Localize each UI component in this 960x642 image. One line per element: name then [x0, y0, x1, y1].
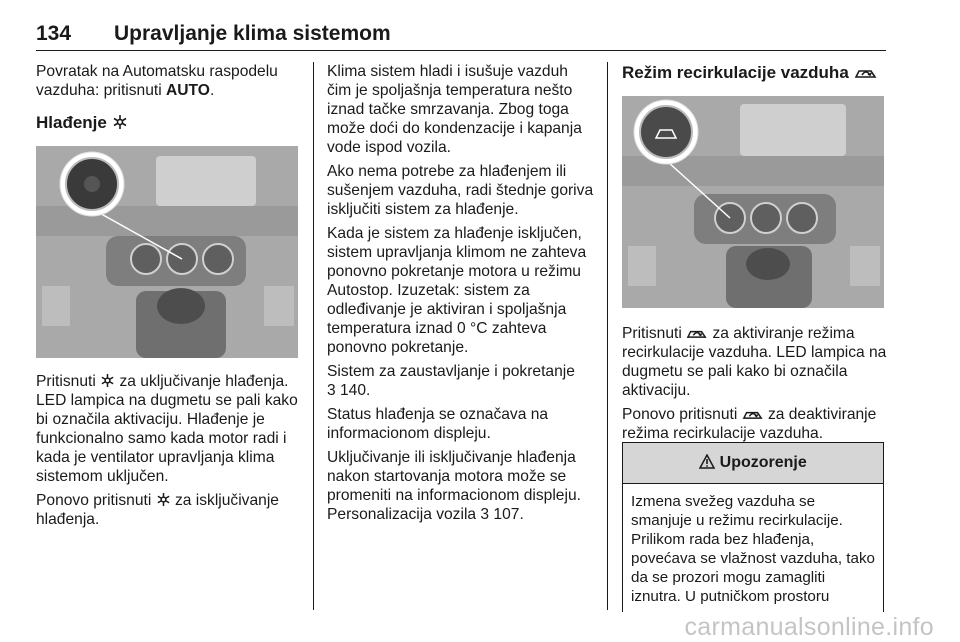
cooling-heading: Hlađenje — [36, 112, 300, 134]
paragraph-condensation: Klima sistem hladi i isušuje vazduh čim je spoljašnja temperatura nešto iznad tačke smrzavanja. Zbog toga može doći do kondenzacije i kapanja vode ispod vozila. — [327, 63, 582, 156]
paragraph-autostop: Kada je sistem za hlađenje isključen, sistem upravljanja klimom ne zahteva ponovno pokretanje motora u režimu Autostop. Izuzetak: sistem za odleđivanje je aktiviran i spoljašnja temperatura iznad 0 °C zahteva ponovno pokretanje. — [327, 225, 587, 356]
snowflake-icon — [156, 492, 171, 507]
column-middle — [327, 62, 595, 529]
page-title: Upravljanje klima sistemom — [114, 22, 391, 45]
cooling-on-paragraph: Pritisnuti za uključivanje hlađenja. LED lampica na dugmetu se pali kako bi označila aktivaciju. Hlađenje je funkcionalno samo kada motor radi i kada je ventilator upravljanja klima sistemom uključen. — [36, 373, 298, 485]
paragraph-fuel-saving: Ako nema potrebe za hlađenjem ili sušenjem vazduha, radi štednje goriva isključiti sistem za hlađenje. — [327, 163, 594, 218]
warning-header — [623, 443, 883, 484]
column-divider — [607, 62, 608, 610]
snowflake-icon — [112, 114, 128, 130]
page-reference-link[interactable]: 3 107. — [480, 506, 524, 523]
watermark: carmanualsonline.info — [684, 613, 934, 641]
paragraph-status: Status hlađenja se označava na informacionom displeju. — [327, 406, 549, 442]
recirculation-heading: Režim recirkulacije vazduha — [622, 62, 888, 84]
dashboard-photo-recirculation — [622, 96, 884, 308]
dashboard-photo-cooling — [36, 146, 298, 358]
warning-box — [622, 442, 884, 612]
recirculation-car-icon — [742, 408, 764, 421]
intro-paragraph: Povratak na Automatsku raspodelu vazduha: pritisnuti AUTO. — [36, 63, 278, 99]
paragraph-personalization: Uključivanje ili isključivanje hlađenja nakon startovanja motora može se promeniti na informacionom displeju. Personalizacija vozila 3 107. — [327, 449, 581, 523]
warning-title: Upozorenje — [719, 454, 807, 471]
recirc-on-paragraph: Pritisnuti za aktiviranje režima recirkulacije vazduha. LED lampica na dugmetu se pali kako bi označila aktivaciju. — [622, 325, 887, 399]
page-number: 134 — [36, 22, 72, 45]
page-header — [36, 22, 886, 51]
page-reference-link[interactable]: 3 140. — [327, 382, 371, 399]
column-divider — [313, 62, 314, 610]
column-left — [36, 62, 300, 534]
recirculation-car-icon — [686, 327, 708, 340]
warning-triangle-icon — [699, 454, 715, 469]
column-right — [622, 62, 888, 448]
recirc-off-paragraph: Ponovo pritisnuti za deaktiviranje režima recirkulacije vazduha. — [622, 406, 877, 442]
recirculation-car-icon — [854, 66, 878, 80]
snowflake-icon — [100, 373, 115, 388]
cooling-off-paragraph: Ponovo pritisnuti za isključivanje hlađenja. — [36, 492, 279, 528]
paragraph-stop-start: Sistem za zaustavljanje i pokretanje 3 140. — [327, 363, 575, 399]
warning-text: Izmena svežeg vazduha se smanjuje u režimu recirkulacije. Prilikom rada bez hlađenja, povećava se vlažnost vazduha, tako da se prozori mogu zamagliti iznutra. U putničkom prostoru — [631, 493, 875, 605]
